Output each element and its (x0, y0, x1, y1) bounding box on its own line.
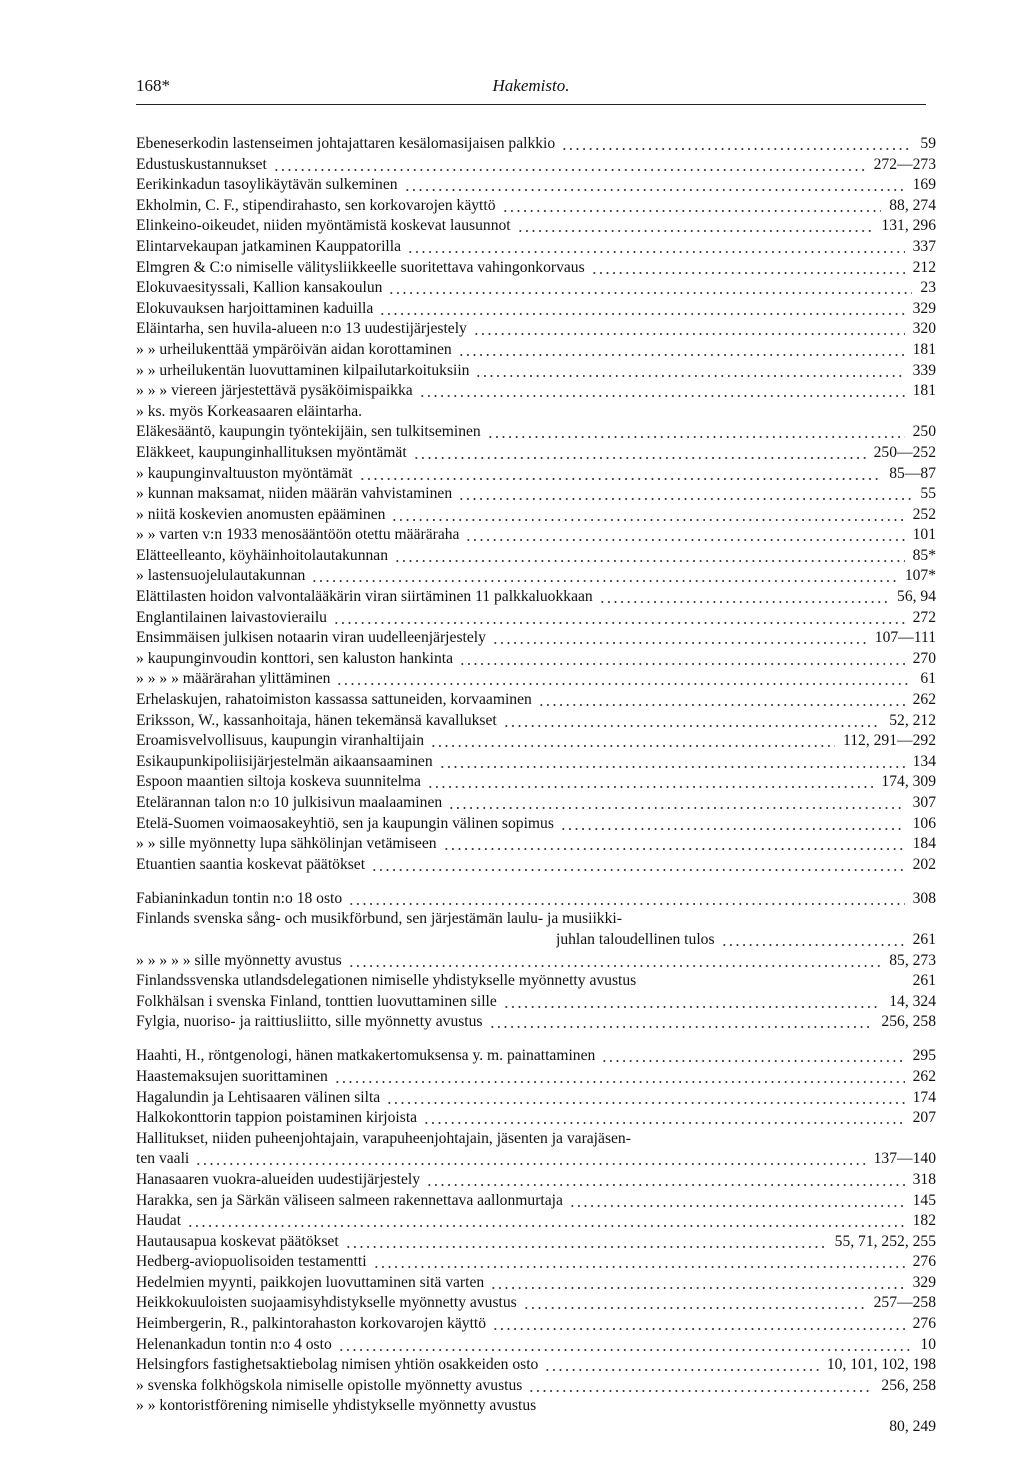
index-entry (136, 951, 936, 972)
index-entry (136, 175, 936, 196)
index-entry (136, 930, 936, 951)
index-entry (136, 1129, 936, 1150)
leader-dots (459, 663, 905, 665)
index-entry (136, 649, 936, 670)
index-entry (136, 814, 936, 835)
leader-dots (458, 498, 912, 500)
entry-text: Halkokonttorin tappion poistaminen kirjoista (136, 1109, 418, 1127)
leader-dots (560, 828, 905, 830)
entry-text: Eerikinkadun tasoylikäytävän sulkeminen (136, 176, 398, 194)
index-entry (136, 299, 936, 320)
entry-text: » » urheilukenttää ympäröivän aidan korottaminen (136, 340, 452, 358)
leader-dots (386, 1102, 904, 1104)
entry-text: Harakka, sen ja Särkän väliseen salmeen rakennettava aallonmurtaja (136, 1191, 563, 1209)
index-entry (136, 1211, 936, 1232)
index-entry (136, 1417, 936, 1438)
index-entry (136, 546, 936, 567)
entry-text: Hedelmien myynti, paikkojen luovuttaminen sitä varten (136, 1273, 485, 1291)
entry-text: Elinkeino-oikeudet, niiden myöntämistä koskevat lausunnot (136, 217, 511, 235)
index-entry (136, 669, 936, 690)
entry-text: Edustuskustannukset (136, 155, 267, 173)
leader-dots (487, 436, 905, 438)
entry-text: Finlands svenska sång- och musikförbund, sen järjestämän laulu- ja musiikki- (136, 910, 622, 928)
leader-dots (427, 786, 873, 788)
entry-text: Haudat (136, 1212, 182, 1230)
entry-pages: 52, 212 (889, 711, 936, 729)
index-entry (136, 909, 936, 930)
entry-text: Eroamisvelvollisuus, kaupungin viranhaltijain (136, 732, 425, 750)
entry-pages: 337 (912, 237, 936, 255)
leader-dots (187, 1225, 905, 1227)
index-entry (136, 1273, 936, 1294)
index-entry (136, 278, 936, 299)
entry-text: Ekholmin, C. F., stipendirahasto, sen korkovarojen käyttö (136, 196, 496, 214)
index-entry (136, 1252, 936, 1273)
index-entry (136, 525, 936, 546)
entry-text: Helsingfors fastighetsaktiebolag nimisen yhtiön osakkeiden osto (136, 1356, 539, 1374)
entry-pages: 174, 309 (881, 773, 936, 791)
entry-pages: 207 (912, 1109, 936, 1127)
leader-dots (528, 1390, 873, 1392)
index-entry (136, 1033, 936, 1067)
leader-dots (333, 622, 905, 624)
index-entry (136, 134, 936, 155)
leader-dots (475, 375, 904, 377)
entry-text: » » varten v:n 1933 menosääntöön otettu määräraha (136, 526, 460, 544)
entry-text: Haahti, H., röntgenologi, hänen matkakertomuksensa y. m. painattaminen (136, 1047, 596, 1065)
index-entry (136, 361, 936, 382)
index-entry (136, 793, 936, 814)
index-entry (136, 1149, 936, 1170)
entry-text: Elättilasten hoidon valvontalääkärin viran siirtäminen 11 palkkaluokkaan (136, 588, 593, 606)
entry-text: » lastensuojelulautakunnan (136, 567, 306, 585)
index-entry (136, 381, 936, 402)
entry-text: Helenankadun tontin n:o 4 osto (136, 1335, 332, 1353)
entry-pages: 339 (912, 361, 936, 379)
leader-dots (517, 230, 874, 232)
index-entry (136, 1355, 936, 1376)
leader-dots (502, 210, 882, 212)
entry-pages: 134 (912, 752, 936, 770)
page-number: 168* (136, 76, 170, 95)
leader-dots (334, 1081, 905, 1083)
entry-pages: 174 (912, 1088, 936, 1106)
index-entry (136, 587, 936, 608)
entry-pages: 101 (912, 526, 936, 544)
entry-pages: 276 (912, 1253, 936, 1271)
entry-text: Eriksson, W., kassanhoitaja, hänen tekemänsä kavallukset (136, 711, 497, 729)
leader-dots (458, 354, 905, 356)
index-entry (136, 971, 936, 992)
index-entry (136, 566, 936, 587)
entry-text: Fabianinkadun tontin n:o 18 osto (136, 889, 343, 907)
entry-pages: 329 (912, 299, 936, 317)
leader-dots (473, 333, 905, 335)
leader-dots (348, 965, 881, 967)
entry-text: Espoon maantien siltoja koskeva suunnitelma (136, 773, 421, 791)
entry-text: Eläkkeet, kaupunginhallituksen myöntämät (136, 443, 407, 461)
leader-dots (561, 148, 912, 150)
index-entry (136, 608, 936, 629)
leader-dots (544, 1369, 819, 1371)
entry-pages: 85, 273 (889, 951, 936, 969)
entry-pages: 295 (912, 1047, 936, 1065)
index-entry (136, 752, 936, 773)
index-entry (136, 731, 936, 752)
leader-dots (359, 478, 882, 480)
entry-text: juhlan taloudellinen tulos (556, 930, 715, 948)
index-entry (136, 1108, 936, 1129)
index-entry (136, 402, 936, 423)
entry-pages: 262 (912, 1067, 936, 1085)
index-entry (136, 1170, 936, 1191)
entry-pages: 308 (912, 889, 936, 907)
index-entry (136, 155, 936, 176)
entry-text: Folkhälsan i svenska Finland, tonttien luovuttaminen sille (136, 992, 497, 1010)
page-title: Hakemisto. (492, 76, 570, 95)
leader-dots (601, 1060, 904, 1062)
leader-dots (489, 1026, 874, 1028)
index-entry (136, 1293, 936, 1314)
leader-dots (391, 519, 904, 521)
leader-dots (388, 292, 912, 294)
entry-text: Etuantien saantia koskevat päätökset (136, 855, 366, 873)
entry-text: Heikkokuuloisten suojaamisyhdistykselle myönnetty avustus (136, 1294, 517, 1312)
index-entry (136, 1335, 936, 1356)
index-entry (136, 834, 936, 855)
entry-pages: 272 (912, 608, 936, 626)
entry-pages: 182 (912, 1212, 936, 1230)
entry-text: Englantilainen laivastovierailu (136, 608, 327, 626)
leader-dots (448, 807, 904, 809)
entry-text: » kunnan maksamat, niiden määrän vahvistaminen (136, 485, 453, 503)
entry-text: » niitä koskevien anomusten epääminen (136, 505, 386, 523)
entry-pages: 10, 101, 102, 198 (826, 1356, 936, 1374)
entry-pages: 88, 274 (889, 196, 936, 214)
entry-text: Elokuvaesityssali, Kallion kansakoulun (136, 279, 383, 297)
index-entry (136, 1191, 936, 1212)
index-entry (136, 1012, 936, 1033)
leader-dots (379, 313, 904, 315)
index-entry (136, 855, 936, 876)
entry-text: » kaupunginvoudin konttori, sen kaluston hankinta (136, 649, 454, 667)
index-entry (136, 628, 936, 649)
entry-text: » » sille myönnetty lupa sähkölinjan vetämiseen (136, 835, 437, 853)
entry-pages: 202 (912, 855, 936, 873)
leader-dots (348, 903, 904, 905)
index-entry (136, 1376, 936, 1397)
leader-dots (413, 457, 866, 459)
entry-pages: 59 (920, 135, 936, 152)
index-entry (136, 484, 936, 505)
entry-text: Hautausapua koskevat päätökset (136, 1232, 339, 1250)
leader-dots (195, 1163, 865, 1165)
leader-dots (345, 1246, 827, 1248)
entry-pages: 107—111 (874, 629, 936, 647)
index-entry (136, 772, 936, 793)
leader-dots (538, 704, 905, 706)
entry-pages: 112, 291—292 (843, 732, 936, 750)
entry-text: » » » » määrärahan ylittäminen (136, 670, 331, 688)
entry-pages: 14, 324 (889, 992, 936, 1010)
index-entry (136, 216, 936, 237)
entry-pages: 137—140 (873, 1150, 936, 1168)
entry-pages: 270 (912, 649, 936, 667)
entry-pages: 212 (912, 258, 936, 276)
entry-pages: 250—252 (873, 443, 936, 461)
leader-dots (419, 395, 905, 397)
entry-text: Esikaupunkipoliisijärjestelmän aikaansaaminen (136, 752, 433, 770)
entry-pages: 10 (920, 1335, 936, 1353)
index-entry (136, 711, 936, 732)
entry-text: » kaupunginvaltuuston myöntämät (136, 464, 353, 482)
entry-pages: 56, 94 (897, 588, 936, 606)
entry-pages: 131, 296 (881, 217, 936, 235)
entry-text: » » urheilukentän luovuttaminen kilpailutarkoituksiin (136, 361, 470, 379)
leader-dots (490, 1287, 904, 1289)
entry-pages: 276 (912, 1315, 936, 1333)
entry-pages: 256, 258 (881, 1376, 936, 1394)
leader-dots (423, 1122, 905, 1124)
entry-pages: 261 (912, 930, 936, 948)
entry-pages: 85—87 (889, 464, 936, 482)
entry-pages: 320 (912, 320, 936, 338)
entry-pages: 23 (920, 279, 936, 297)
leader-dots (599, 601, 889, 603)
leader-dots (338, 1349, 913, 1351)
entry-text: » » kontoristförening nimiselle yhdistykselle myönnetty avustus (136, 1397, 537, 1415)
index-entry (136, 1067, 936, 1088)
entry-pages: 55, 71, 252, 255 (834, 1232, 936, 1250)
index-entry (136, 1396, 936, 1417)
leader-dots (336, 683, 912, 685)
entry-text: Etelä-Suomen voimaosakeyhtiö, sen ja kaupungin välinen sopimus (136, 814, 554, 832)
leader-dots (426, 1184, 905, 1186)
entry-text: Elmgren & C:o nimiselle välitysliikkeelle suoritettava vahingonkorvaus (136, 258, 585, 276)
entry-pages: 184 (912, 835, 936, 853)
index-entry (136, 237, 936, 258)
index-entry (136, 319, 936, 340)
index-entry (136, 1314, 936, 1335)
leader-dots (443, 848, 905, 850)
entry-text: Ebeneserkodin lastenseimen johtajattaren kesälomasijaisen palkkio (136, 135, 556, 152)
entry-text: Elätteelleanto, köyhäinhoitolautakunnan (136, 546, 389, 564)
index-entry (136, 422, 936, 443)
entry-text: Hanasaaren vuokra-alueiden uudestijärjestely (136, 1170, 421, 1188)
entry-pages: 181 (912, 382, 936, 400)
index-entry (136, 464, 936, 485)
entry-pages: 252 (912, 505, 936, 523)
leader-dots (273, 169, 866, 171)
page-header (136, 74, 926, 105)
entry-text: Hagalundin ja Lehtisaaren välinen silta (136, 1088, 381, 1106)
entry-pages: 262 (912, 691, 936, 709)
leader-dots (394, 560, 905, 562)
entry-pages: 106 (912, 814, 936, 832)
leader-dots (492, 642, 867, 644)
entry-pages: 181 (912, 340, 936, 358)
entry-text: Elintarvekaupan jatkaminen Kauppatorilla (136, 237, 401, 255)
entry-pages: 80, 249 (889, 1418, 936, 1436)
index-entry (136, 1088, 936, 1109)
index-entry (136, 258, 936, 279)
index-entry (136, 1232, 936, 1253)
leader-dots (430, 745, 835, 747)
entry-text: Heimbergerin, R., palkintorahaston korkovarojen käyttö (136, 1315, 487, 1333)
entry-pages: 272—273 (873, 155, 936, 173)
entry-pages: 107* (904, 567, 936, 585)
leader-dots (465, 539, 904, 541)
entry-pages: 169 (912, 176, 936, 194)
leader-dots (503, 725, 881, 727)
entry-pages: 61 (920, 670, 936, 688)
index-entry (136, 992, 936, 1013)
entry-pages: 145 (912, 1191, 936, 1209)
leader-dots (503, 1006, 881, 1008)
leader-dots (439, 766, 905, 768)
entry-text: ten vaali (136, 1150, 190, 1168)
entry-pages: 55 (920, 485, 936, 503)
entry-pages: 318 (912, 1170, 936, 1188)
entry-pages: 85* (912, 546, 936, 564)
entry-text: Haastemaksujen suorittaminen (136, 1067, 328, 1085)
entry-text: Hedberg-aviopuolisoiden testamentti (136, 1253, 367, 1271)
entry-text: Eläkesääntö, kaupungin työntekijäin, sen tulkitseminen (136, 423, 481, 441)
leader-dots (569, 1205, 905, 1207)
leader-dots (492, 1328, 905, 1330)
leader-dots (591, 272, 905, 274)
entry-pages: 257—258 (873, 1294, 936, 1312)
entry-text: Finlandssvenska utlandsdelegationen nimiselle yhdistykselle myönnetty avustus (136, 972, 637, 990)
index-entry (136, 443, 936, 464)
index-entry (136, 690, 936, 711)
leader-dots (523, 1307, 866, 1309)
leader-dots (373, 1266, 905, 1268)
entry-text: Eläintarha, sen huvila-alueen n:o 13 uudestijärjestely (136, 320, 467, 338)
leader-dots (311, 580, 896, 582)
leader-dots (404, 189, 905, 191)
index-entries (136, 134, 936, 1438)
index-entry (136, 196, 936, 217)
entry-text: » » » » » sille myönnetty avustus (136, 951, 342, 969)
entry-pages: 261 (912, 972, 936, 990)
leader-dots (407, 251, 905, 253)
entry-text: Ensimmäisen julkisen notaarin viran uudelleenjärjestely (136, 629, 486, 647)
entry-text: » svenska folkhögskola nimiselle opistolle myönnetty avustus (136, 1376, 523, 1394)
entry-pages: 307 (912, 794, 936, 811)
entry-pages: 256, 258 (881, 1013, 936, 1031)
index-entry (136, 505, 936, 526)
leader-dots (371, 869, 905, 871)
entry-text: » » » viereen järjestettävä pysäköimispaikka (136, 382, 413, 400)
entry-pages: 250 (912, 423, 936, 441)
entry-text: Erhelaskujen, rahatoimiston kassassa sattuneiden, korvaaminen (136, 691, 532, 709)
leader-dots (721, 944, 905, 946)
entry-text: Elokuvauksen harjoittaminen kaduilla (136, 299, 374, 317)
index-entry (136, 875, 936, 909)
entry-text: Etelärannan talon n:o 10 julkisivun maalaaminen (136, 794, 443, 811)
entry-text: » ks. myös Korkeasaaren eläintarha. (136, 402, 363, 420)
index-entry (136, 340, 936, 361)
entry-pages: 329 (912, 1273, 936, 1291)
entry-text: Hallitukset, niiden puheenjohtajain, varapuheenjohtajain, jäsenten ja varajäsen- (136, 1129, 631, 1147)
entry-text: Fylgia, nuoriso- ja raittiusliitto, sille myönnetty avustus (136, 1013, 483, 1031)
